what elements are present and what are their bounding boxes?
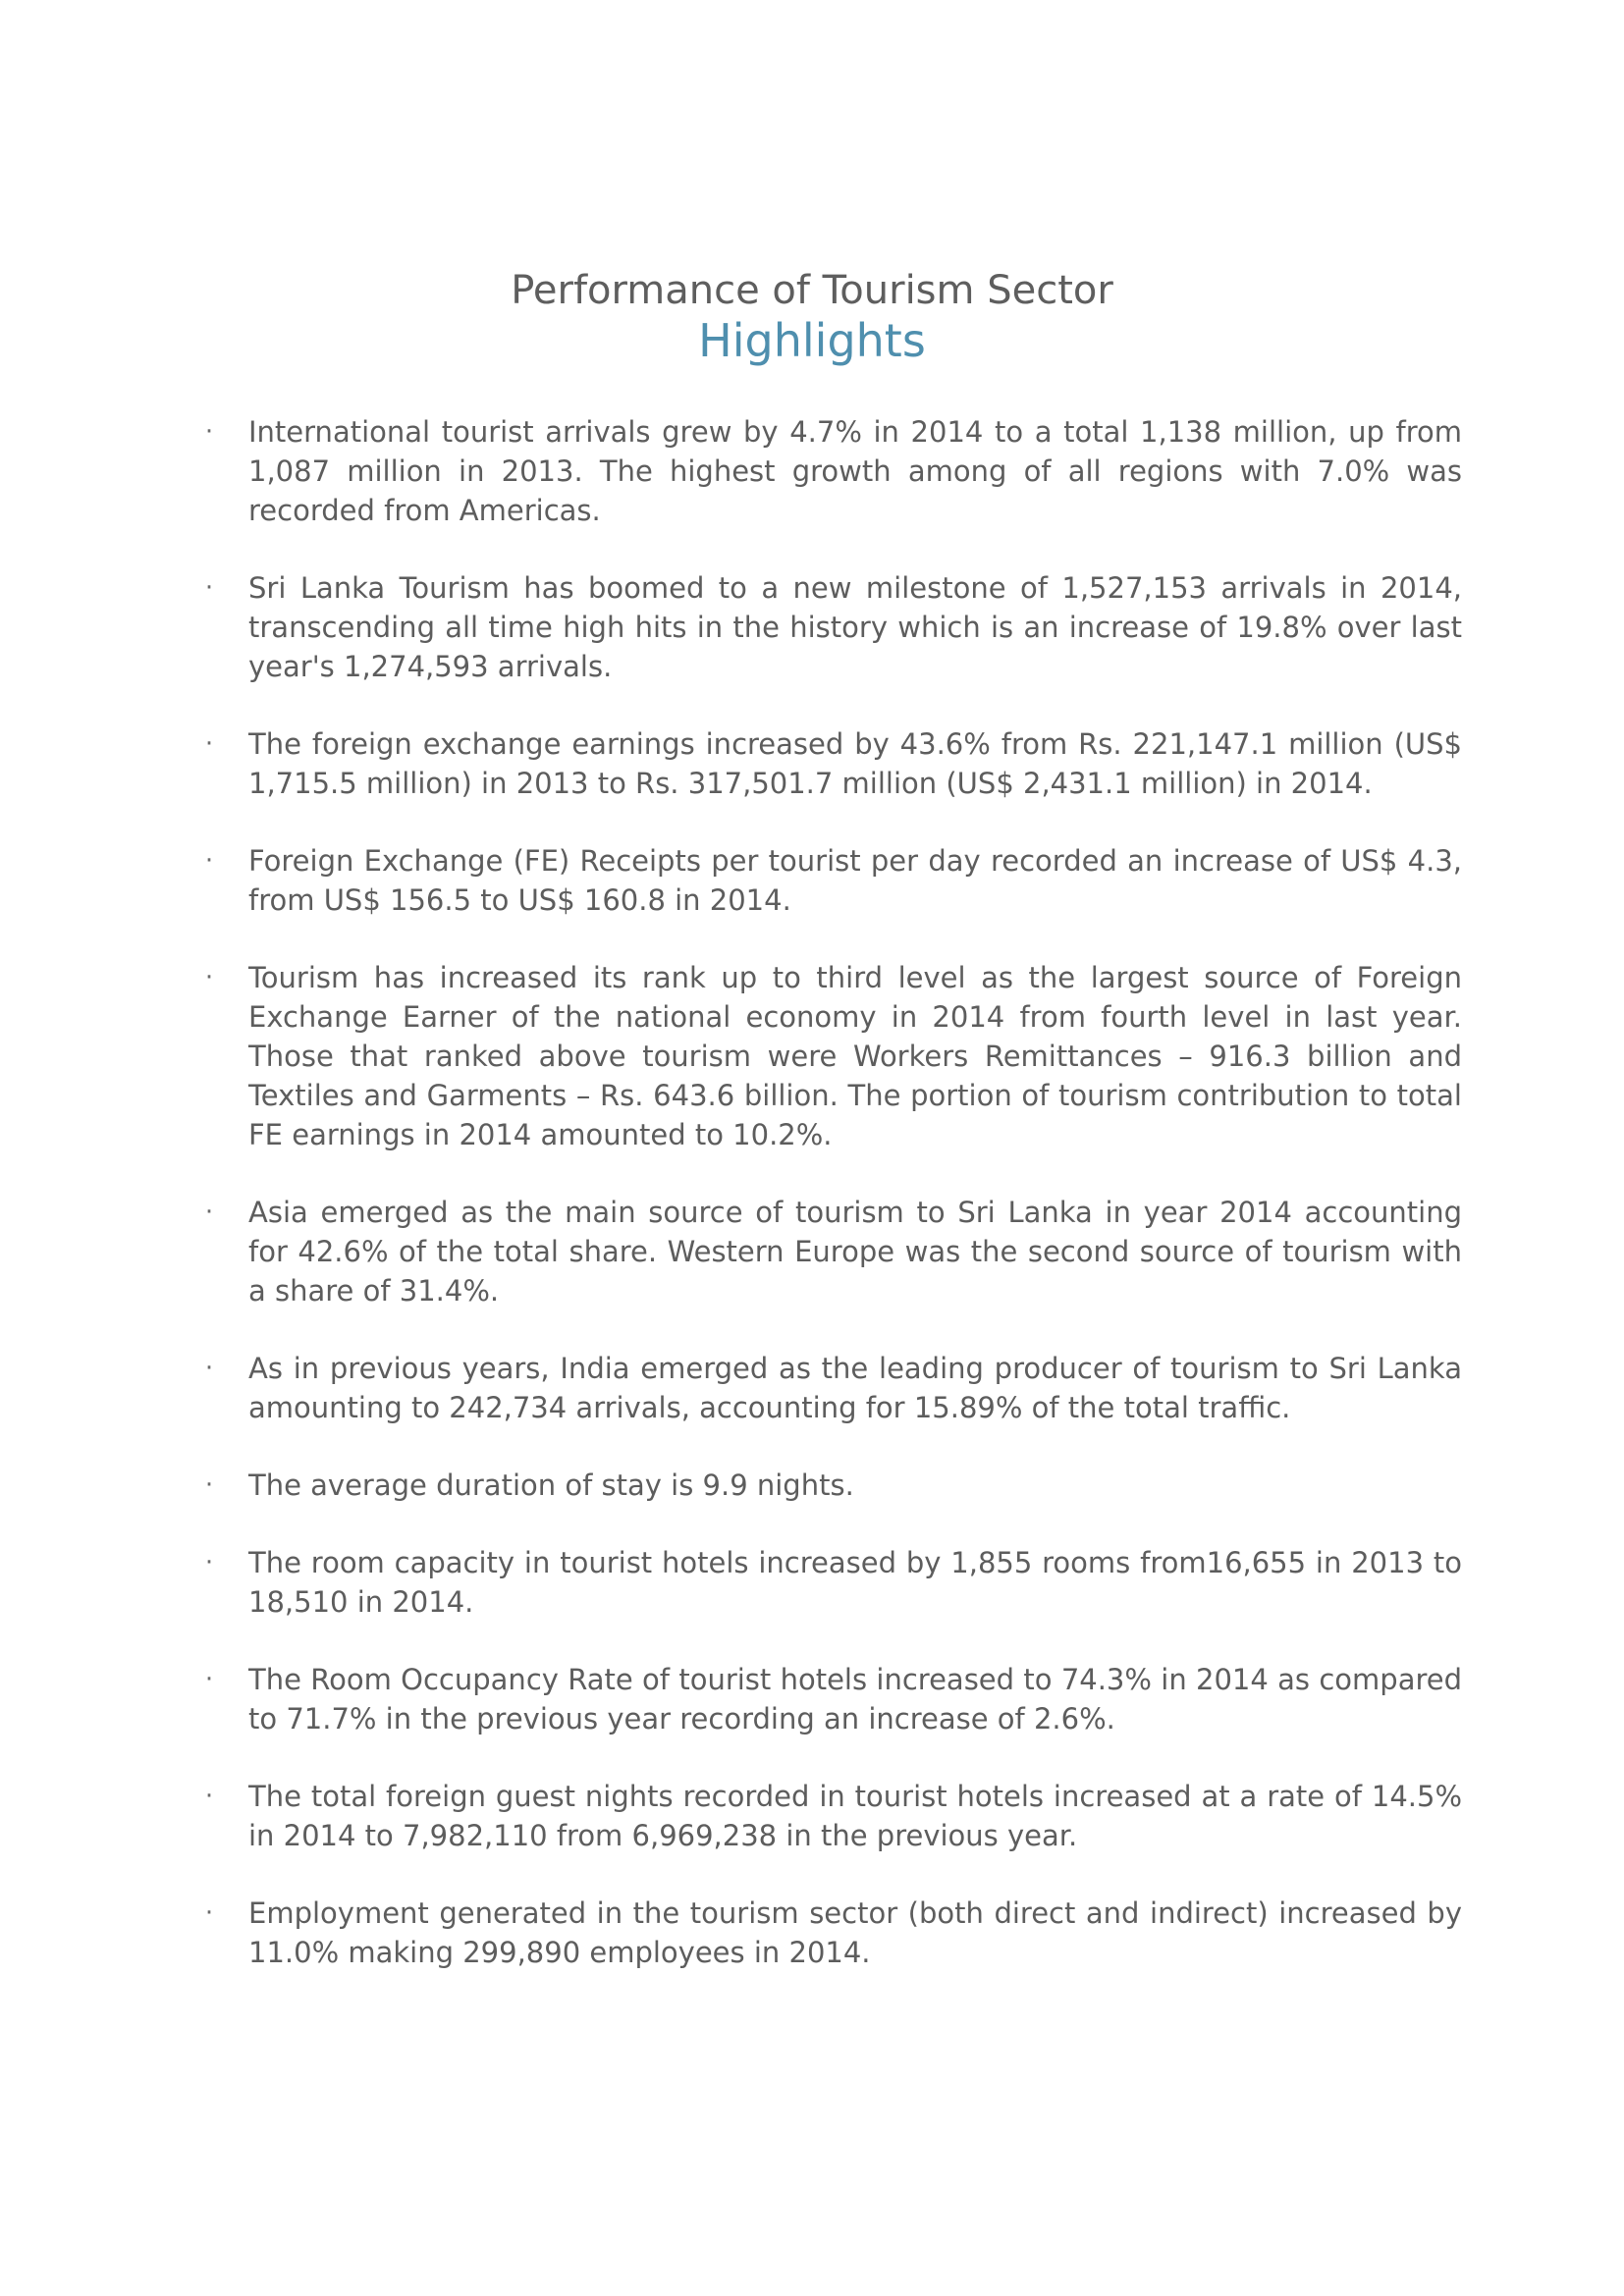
- page-subtitle: Highlights: [698, 314, 926, 367]
- highlight-text: Asia emerged as the main source of tourism to Sri Lanka in year 2014 accounting for 42.6% of the total share. Western Europe was the second source of tourism with a share of 31.4%.: [248, 1196, 1462, 1308]
- highlight-text: As in previous years, India emerged as the leading producer of tourism to Sri Lanka amounting to 242,734 arrivals, accounting for 15.89% of the total traffic.: [248, 1352, 1462, 1424]
- highlight-text: Employment generated in the tourism sector (both direct and indirect) increased by 11.0% making 299,890 employees in 2014.: [248, 1896, 1462, 1969]
- highlight-text: The average duration of stay is 9.9 nights.: [248, 1468, 854, 1502]
- highlight-item: [199, 1660, 1462, 1738]
- highlight-item: [199, 412, 1462, 530]
- bullet-icon: ·: [204, 1354, 214, 1383]
- highlight-text: The foreign exchange earnings increased by 43.6% from Rs. 221,147.1 million (US$ 1,715.5 million) in 2013 to Rs. 317,501.7 million (US$ 2,431.1 million) in 2014.: [248, 727, 1462, 800]
- page-header: [0, 267, 1624, 367]
- bullet-icon: ·: [204, 1898, 214, 1928]
- highlight-item: [199, 958, 1462, 1154]
- bullet-icon: ·: [204, 1470, 214, 1500]
- page-title: Performance of Tourism Sector: [511, 268, 1113, 313]
- highlight-text: Sri Lanka Tourism has boomed to a new milestone of 1,527,153 arrivals in 2014, transcending all time high hits in the history which is an increase of 19.8% over last year's 1,274,593 arrivals.: [248, 571, 1462, 683]
- bullet-icon: ·: [204, 1665, 214, 1694]
- highlight-text: Foreign Exchange (FE) Receipts per tourist per day recorded an increase of US$ 4.3, from US$ 156.5 to US$ 160.8 in 2014.: [248, 844, 1462, 917]
- bullet-icon: ·: [204, 963, 214, 992]
- highlight-item: [199, 1466, 1462, 1505]
- bullet-icon: ·: [204, 417, 214, 447]
- highlight-item: [199, 841, 1462, 920]
- highlight-item: [199, 1543, 1462, 1622]
- highlight-item: [199, 1193, 1462, 1310]
- bullet-icon: ·: [204, 846, 214, 876]
- bullet-icon: ·: [204, 1548, 214, 1577]
- highlight-item: [199, 1894, 1462, 1972]
- highlight-text: The total foreign guest nights recorded in tourist hotels increased at a rate of 14.5% in 2014 to 7,982,110 from 6,969,238 in the previous year.: [248, 1780, 1462, 1852]
- highlight-item: [199, 568, 1462, 686]
- bullet-icon: ·: [204, 1198, 214, 1227]
- highlight-text: The Room Occupancy Rate of tourist hotels increased to 74.3% in 2014 as compared to 71.7% in the previous year recording an increase of 2.6%.: [248, 1663, 1462, 1735]
- bullet-icon: ·: [204, 573, 214, 603]
- highlight-item: [199, 724, 1462, 803]
- highlights-list: [199, 412, 1462, 2010]
- highlight-item: [199, 1777, 1462, 1855]
- highlight-text: The room capacity in tourist hotels increased by 1,855 rooms from16,655 in 2013 to 18,510 in 2014.: [248, 1546, 1462, 1619]
- highlight-item: [199, 1349, 1462, 1427]
- bullet-icon: ·: [204, 729, 214, 759]
- bullet-icon: ·: [204, 1782, 214, 1811]
- highlight-text: Tourism has increased its rank up to third level as the largest source of Foreign Exchange Earner of the national economy in 2014 from fourth level in last year. Those that ranked above tourism were Workers Remittances – 916.3 billion and Textiles and Garments – Rs. 643.6 billion. The portion of tourism contribution to total FE earnings in 2014 amounted to 10.2%.: [248, 961, 1462, 1151]
- highlight-text: International tourist arrivals grew by 4.7% in 2014 to a total 1,138 million, up from 1,087 million in 2013. The highest growth among of all regions with 7.0% was recorded from Americas.: [248, 415, 1462, 527]
